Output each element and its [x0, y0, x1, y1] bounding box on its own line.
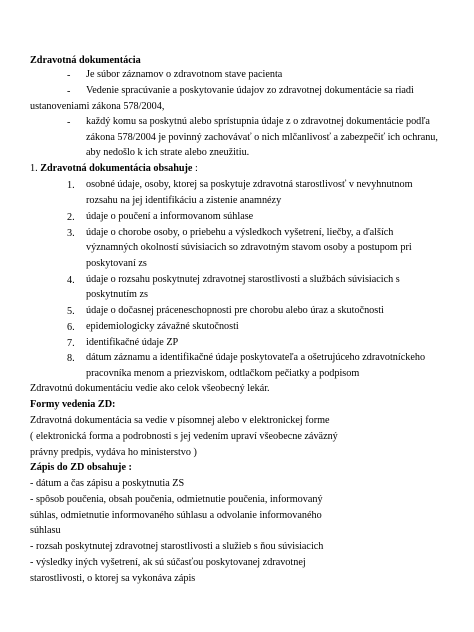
list-number: 3. [67, 228, 75, 239]
section-number: 1. [30, 163, 38, 174]
list-item: osobné údaje, osoby, ktorej sa poskytuje zdravotná starostlivosť v nevyhnutnom [86, 179, 413, 190]
list-item-cont: pracovníka menom a priezviskom, odtlačkom pečiatky a podpisom [86, 368, 360, 379]
list-item: údaje o rozsahu poskytnutej zdravotnej starostlivosti a službách súvisiacich s [86, 274, 400, 285]
list-item-cont: poskytovaní zs [86, 258, 147, 269]
list-item: identifikačné údaje ZP [86, 337, 179, 348]
bullet-dash: - [67, 86, 71, 97]
list-item: údaje o chorobe osoby, o priebehu a výsledkoch vyšetrení, liečby, a ďalších [86, 227, 394, 238]
record-item-cont: súhlasu [30, 525, 61, 536]
section-title: Zdravotná dokumentácia obsahuje [40, 163, 193, 174]
list-number: 6. [67, 322, 75, 333]
record-item: - spôsob poučenia, obsah poučenia, odmietnutie poučenia, informovaný [30, 494, 323, 505]
record-item-cont: súhlas, odmietnutie informovaného súhlasu a odvolanie informovaného [30, 510, 322, 521]
record-item: - dátum a čas zápisu a poskytnutia ZS [30, 478, 185, 489]
intro-item: Vedenie spracúvanie a poskytovanie údajov zo zdravotnej dokumentácie sa riadi [86, 85, 414, 96]
list-item: údaje o dočasnej práceneschopnosti pre chorobu alebo úraz a skutočnosti [86, 305, 384, 316]
intro-item-cont: zákona 578/2004 je povinný zachovávať o nich mlčanlivosť a zabezpečiť ich ochranu, [86, 132, 438, 143]
forms-text: právny predpis, vydáva ho ministerstvo ) [30, 447, 197, 458]
record-item: - rozsah poskytnutej zdravotnej starostlivosti a služieb s ňou súvisiacich [30, 541, 324, 552]
list-item: epidemiologicky závažné skutočnosti [86, 321, 239, 332]
list-number: 1. [67, 180, 75, 191]
intro-item: Je súbor záznamov o zdravotnom stave pacienta [86, 69, 283, 80]
intro-item: každý komu sa poskytnú alebo sprístupnia údaje z o zdravotnej dokumentácie podľa [86, 116, 430, 127]
document-heading: Zdravotná dokumentácia [30, 55, 141, 66]
section-heading [30, 164, 198, 174]
list-number: 7. [67, 338, 75, 349]
intro-item-cont: ustanoveniami zákona 578/2004, [30, 101, 165, 112]
record-heading: Zápis do ZD obsahuje : [30, 462, 132, 473]
list-number: 4. [67, 275, 75, 286]
summary-text: Zdravotnú dokumentáciu vedie ako celok všeobecný lekár. [30, 383, 270, 394]
list-item: údaje o poučení a informovanom súhlase [86, 211, 254, 222]
intro-item-cont: aby nedošlo k ich strate alebo zneužitiu. [86, 147, 250, 158]
record-item-cont: starostlivosti, o ktorej sa vykonáva zápis [30, 573, 196, 584]
forms-heading: Formy vedenia ZD: [30, 399, 116, 410]
record-item: - výsledky iných vyšetrení, ak sú súčasťou poskytovanej zdravotnej [30, 557, 306, 568]
list-item-cont: rozsahu na jej identifikáciu a zistenie anamnézy [86, 195, 282, 206]
list-item-cont: poskytnutím zs [86, 289, 148, 300]
bullet-dash: - [67, 70, 71, 81]
list-number: 8. [67, 353, 75, 364]
list-item-cont: významných okolností súvisiacich so zdravotným stavom osoby a postupom pri [86, 242, 412, 253]
list-number: 2. [67, 212, 75, 223]
forms-text: Zdravotná dokumentácia sa vedie v písomnej alebo v elektronickej forme [30, 415, 330, 426]
list-number: 5. [67, 306, 75, 317]
forms-text: ( elektronická forma a podrobnosti s jej vedením upraví všeobecne záväzný [30, 431, 338, 442]
section-colon: : [195, 163, 198, 174]
bullet-dash: - [67, 117, 71, 128]
list-item: dátum záznamu a identifikačné údaje poskytovateľa a ošetrujúceho zdravotníckeho [86, 352, 426, 363]
